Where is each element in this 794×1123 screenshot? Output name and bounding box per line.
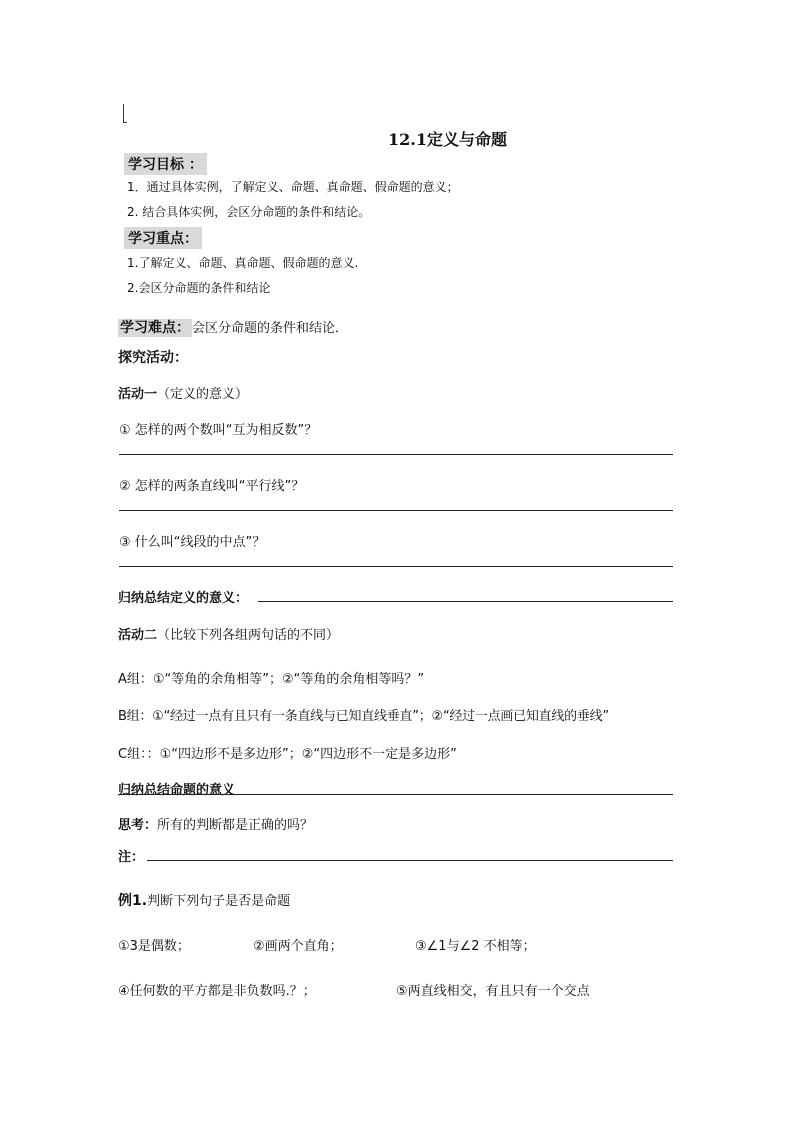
summary-proposition-label: 归纳总结命题的意义 [118,783,236,798]
page-title: 12.1定义与命题 [388,130,507,149]
activity1-heading: 活动一 [118,387,158,402]
example-item-2: ②画两个直角； [253,939,343,954]
activity2-heading: 活动二 [118,628,158,643]
activity2-title [118,624,339,643]
answer-line-1 [119,454,673,455]
summary-definition-label: 归纳总结定义的意义： [118,591,249,606]
example-label: 例1. [118,893,148,909]
example-item-3: ③∠1与∠2 不相等； [415,939,536,954]
example-heading-row [118,890,290,910]
activity2-group-c: C组：：①“四边形不是多边形”；②“四边形不一定是多边形” [118,747,457,762]
difficulty-heading: 学习难点： [120,320,190,336]
activity2-group-b: B组：①“经过一点有且只有一条直线与已知直线垂直”；②“经过一点画已知直线的垂线” [118,709,609,724]
answer-line-3 [119,566,673,567]
objectives-heading: 学习目标 ： [124,153,207,175]
activity2-subtitle: （比较下列各组两句话的不同） [157,628,340,643]
think-text: 所有的判断都是正确的吗？ [157,818,314,833]
activity1-title [118,383,248,402]
note-label: 注： [118,850,145,865]
activity1-question-2: ② 怎样的两条直线叫“平行线”？ [119,479,305,494]
difficulty-row [118,317,348,337]
explore-heading: 探究活动： [118,350,188,366]
objective-item-1: 1．通过具体实例，了解定义、命题、真命题、假命题的意义； [127,180,459,194]
example-item-4: ④任何数的平方都是非负数吗.？； [118,984,316,999]
key-points-heading: 学习重点： [124,227,202,249]
key-point-item-1: 1.了解定义、命题、真命题、假命题的意义. [127,256,359,270]
example-item-1: ①3是偶数； [118,939,190,954]
think-row [118,814,313,833]
cursor-mark [123,104,127,123]
example-item-5: ⑤两直线相交，有且只有一个交点 [396,984,590,999]
key-point-item-2: 2.会区分命题的条件和结论 [127,281,271,295]
activity1-subtitle: （定义的意义） [157,387,249,402]
difficulty-text: 会区分命题的条件和结论． [192,321,349,336]
example-text: 判断下列句子是否是命题 [147,894,291,909]
activity1-question-3: ③ 什么叫“线段的中点”？ [119,535,266,550]
summary-definition-line [258,601,673,602]
activity1-question-1: ① 怎样的两个数叫“互为相反数”？ [119,423,318,438]
activity2-group-a: A组：①“等角的余角相等”；②“等角的余角相等吗？” [118,672,425,687]
answer-line-2 [119,510,673,511]
objective-item-2: 2. 结合具体实例，会区分命题的条件和结论。 [127,205,371,219]
summary-proposition-line [118,794,673,795]
note-line [147,860,673,861]
think-label: 思考： [118,818,158,833]
